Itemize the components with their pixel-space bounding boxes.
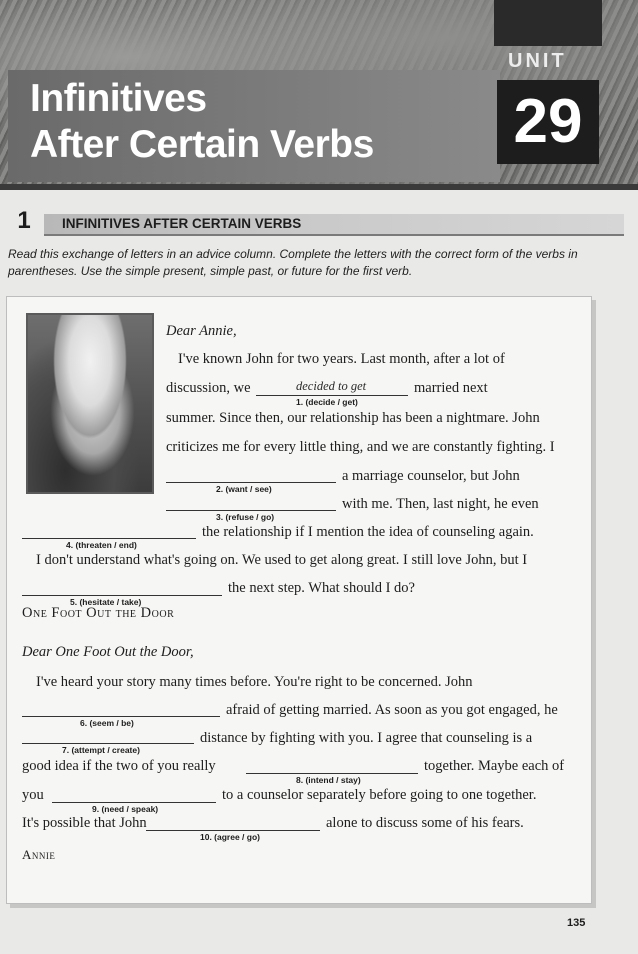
answer-blank-7[interactable] <box>22 743 194 744</box>
letter1-line: married next <box>414 380 488 396</box>
unit-tab <box>494 0 602 46</box>
unit-number: 29 <box>497 80 599 164</box>
instructions: Read this exchange of letters in an advice column. Complete the letters with the correct form of the verbs in parentheses. Use the simple present, simple past, or future for the first verb. <box>8 247 578 278</box>
letter2-line: alone to discuss some of his fears. <box>326 815 524 831</box>
answer-blank-1[interactable] <box>256 395 408 396</box>
answer-blank-5[interactable] <box>22 595 222 596</box>
section-number: 1 <box>17 207 31 234</box>
cue-7: 7. (attempt / create) <box>62 745 140 755</box>
answer-blank-8[interactable] <box>246 773 418 774</box>
section-title: INFINITIVES AFTER CERTAIN VERBS <box>62 216 302 231</box>
letter2-line: It's possible that John <box>22 815 147 831</box>
answer-blank-6[interactable] <box>22 716 220 717</box>
letter2-line: afraid of getting married. As soon as you got engaged, he <box>226 702 558 718</box>
cue-2: 2. (want / see) <box>216 484 272 494</box>
letter2-signature: Annie <box>22 847 56 862</box>
letter2-line: you <box>22 787 44 803</box>
letter1-line: the relationship if I mention the idea of counseling again. <box>202 524 534 540</box>
title-line-2: After Certain Verbs <box>30 123 374 166</box>
letter2-line: together. Maybe each of <box>424 758 565 774</box>
cue-9: 9. (need / speak) <box>92 804 159 814</box>
banner-divider <box>0 184 638 190</box>
letter1-line: I've known John for two years. Last month, after a lot of <box>178 351 505 367</box>
letter2-line: I've heard your story many times before. You're right to be concerned. John <box>36 674 473 690</box>
answer-blank-10[interactable] <box>146 830 320 831</box>
letter1-line: with me. Then, last night, he even <box>342 496 539 512</box>
answer-blank-3[interactable] <box>166 510 336 511</box>
answer-1: decided to get <box>296 379 367 393</box>
cue-10: 10. (agree / go) <box>200 832 260 842</box>
letter1-line: a marriage counselor, but John <box>342 468 520 484</box>
unit-label: UNIT <box>508 50 567 72</box>
cue-1: 1. (decide / get) <box>296 397 358 407</box>
answer-blank-9[interactable] <box>52 802 216 803</box>
letter2-line: good idea if the two of you really <box>22 758 216 774</box>
cue-8: 8. (intend / stay) <box>296 775 361 785</box>
cue-3: 3. (refuse / go) <box>216 512 275 522</box>
letter1-line: criticizes me for every little thing, and we are constantly fighting. I <box>166 439 555 455</box>
answer-blank-2[interactable] <box>166 482 336 483</box>
cue-6: 6. (seem / be) <box>80 718 134 728</box>
answer-blank-4[interactable] <box>22 538 196 539</box>
cue-4: 4. (threaten / end) <box>66 540 137 550</box>
letter2-greeting: Dear One Foot Out the Door, <box>22 644 194 660</box>
title-line-1: Infinitives <box>30 77 207 120</box>
letter1-greeting: Dear Annie, <box>166 323 237 339</box>
letter1-signature: One Foot Out the Door <box>22 605 175 621</box>
letter1-line: I don't understand what's going on. We used to get along great. I still love John, but I <box>36 552 528 568</box>
letter1-line: summer. Since then, our relationship has been a nightmare. John <box>166 410 540 426</box>
letter2-line: to a counselor separately before going to one together. <box>222 787 537 803</box>
page-number: 135 <box>567 917 586 929</box>
letter2-line: distance by fighting with you. I agree that counseling is a <box>200 730 533 746</box>
letter1-line: discussion, we <box>166 380 251 396</box>
letter1-line: the next step. What should I do? <box>228 580 415 596</box>
unit-title <box>30 76 374 168</box>
advice-columnist-photo <box>26 313 154 494</box>
cue-5: 5. (hesitate / take) <box>70 597 142 607</box>
